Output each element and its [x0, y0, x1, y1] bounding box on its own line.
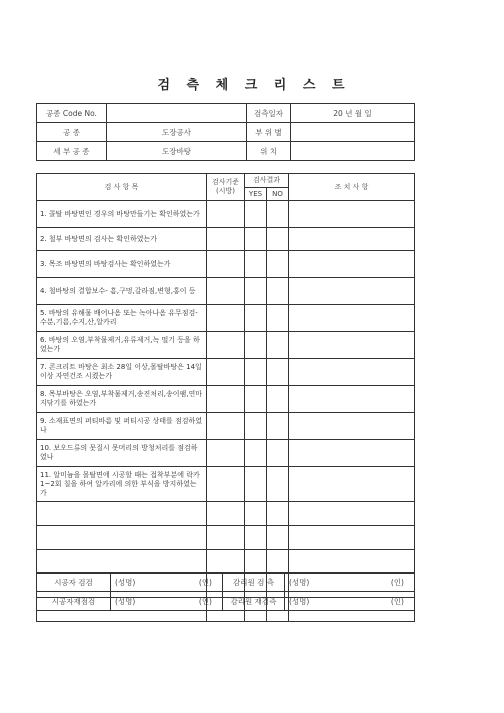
standard-cell[interactable] — [207, 332, 245, 359]
action-cell[interactable] — [289, 278, 415, 305]
value-code-no[interactable] — [107, 104, 247, 123]
col-header-no: NO — [267, 188, 289, 201]
no-cell[interactable] — [267, 502, 289, 526]
seal-placeholder: (인) — [198, 596, 212, 606]
label-part: 부 위 별 — [247, 123, 291, 142]
standard-cell[interactable] — [207, 201, 245, 228]
item-cell — [37, 526, 207, 550]
yes-cell[interactable] — [245, 413, 267, 440]
yes-cell[interactable] — [245, 305, 267, 332]
yes-cell[interactable] — [245, 201, 267, 228]
no-cell[interactable] — [267, 332, 289, 359]
checklist-row — [37, 413, 415, 440]
action-cell[interactable] — [289, 251, 415, 278]
label-contractor-check: 시공자 검검 — [37, 573, 111, 592]
item-cell: 11. 알미늄을 몰탈면에 시공할 때는 접착부분에 락카 1~2회 칠을 하여 알카리에 의한 부식을 방지하였는가 — [37, 467, 207, 502]
checklist-row — [37, 359, 415, 386]
item-cell — [37, 550, 207, 574]
checklist-row — [37, 386, 415, 413]
value-part[interactable] — [291, 123, 415, 142]
signature-row-2 — [37, 592, 415, 611]
checklist-row — [37, 228, 415, 251]
value-inspection-date[interactable]: 20 년 월 일 — [291, 104, 415, 123]
value-work-type[interactable]: 도장공사 — [107, 123, 247, 142]
no-cell[interactable] — [267, 251, 289, 278]
label-supervisor-recheck: 감리원 재검측 — [223, 592, 285, 611]
checklist-row — [37, 305, 415, 332]
yes-cell[interactable] — [245, 440, 267, 467]
item-cell: 3. 목조 바탕면의 바탕검사는 확인하였는가 — [37, 251, 207, 278]
yes-cell[interactable] — [245, 278, 267, 305]
item-cell: 4. 철바탕의 결합보수- 흠,구멍,갈라짐,변형,홍이 등 — [37, 278, 207, 305]
yes-cell[interactable] — [245, 332, 267, 359]
checklist-row — [37, 526, 415, 550]
standard-cell[interactable] — [207, 502, 245, 526]
label-location: 위 치 — [247, 142, 291, 161]
header-table — [36, 103, 415, 161]
checklist-header-row — [37, 174, 415, 188]
action-cell[interactable] — [289, 228, 415, 251]
checklist-row — [37, 467, 415, 502]
item-cell: 9. 소재표면의 퍼티바름 및 퍼티시공 상태를 점검하였나 — [37, 413, 207, 440]
action-cell[interactable] — [289, 413, 415, 440]
checklist-row — [37, 251, 415, 278]
checklist-table — [36, 173, 415, 622]
no-cell[interactable] — [267, 440, 289, 467]
label-inspection-date: 검측일자 — [247, 104, 291, 123]
action-cell[interactable] — [289, 386, 415, 413]
no-cell[interactable] — [267, 526, 289, 550]
name-placeholder: (성명) — [289, 596, 310, 606]
standard-cell[interactable] — [207, 228, 245, 251]
no-cell[interactable] — [267, 278, 289, 305]
no-cell[interactable] — [267, 550, 289, 574]
standard-cell[interactable] — [207, 359, 245, 386]
item-cell: 6. 바탕의 오염,부착물제거,유류제거,녹 떨기 등을 하였는가 — [37, 332, 207, 359]
signature-row-1 — [37, 573, 415, 592]
standard-cell[interactable] — [207, 251, 245, 278]
contractor-signature-field[interactable] — [111, 573, 223, 592]
checklist-row — [37, 278, 415, 305]
action-cell[interactable] — [289, 332, 415, 359]
header-row-detail — [37, 142, 415, 161]
value-location[interactable] — [291, 142, 415, 161]
col-header-action: 조 치 사 항 — [289, 174, 415, 201]
standard-cell[interactable] — [207, 526, 245, 550]
no-cell[interactable] — [267, 201, 289, 228]
label-detail-work: 세 부 공 종 — [37, 142, 107, 161]
yes-cell[interactable] — [245, 550, 267, 574]
value-detail-work[interactable]: 도장바탕 — [107, 142, 247, 161]
yes-cell[interactable] — [245, 386, 267, 413]
col-header-item: 검 사 항 목 — [37, 174, 207, 201]
standard-cell[interactable] — [207, 278, 245, 305]
header-row-work-type — [37, 123, 415, 142]
col-header-standard: 검사기준 (시방) — [207, 174, 245, 201]
name-placeholder: (성명) — [115, 577, 136, 587]
supervisor-signature-field[interactable] — [285, 573, 415, 592]
item-cell: 10. 보오드류의 못질시 못머리의 방청처리를 점검하였나 — [37, 440, 207, 467]
item-cell — [37, 502, 207, 526]
action-cell[interactable] — [289, 305, 415, 332]
seal-placeholder: (인) — [390, 596, 404, 606]
yes-cell[interactable] — [245, 526, 267, 550]
standard-cell[interactable] — [207, 467, 245, 502]
contractor-recheck-signature-field[interactable] — [111, 592, 223, 611]
yes-cell[interactable] — [245, 467, 267, 502]
checklist-row — [37, 201, 415, 228]
standard-cell[interactable] — [207, 413, 245, 440]
checklist-body — [37, 201, 415, 622]
yes-cell[interactable] — [245, 359, 267, 386]
no-cell[interactable] — [267, 228, 289, 251]
checklist-row — [37, 502, 415, 526]
label-supervisor-check: 감리원 검 측 — [223, 573, 285, 592]
item-cell: 2. 철부 바탕면의 검사는 확인하였는가 — [37, 228, 207, 251]
standard-cell[interactable] — [207, 550, 245, 574]
label-contractor-recheck: 시공자재점검 — [37, 592, 111, 611]
label-code-no: 공종 Code No. — [37, 104, 107, 123]
action-cell[interactable] — [289, 526, 415, 550]
action-cell[interactable] — [289, 359, 415, 386]
yes-cell[interactable] — [245, 502, 267, 526]
no-cell[interactable] — [267, 359, 289, 386]
item-cell: 7. 콘크리트 바탕은 최소 28일 이상,몰탈바탕은 14일 이상 자연건조 시켰는가 — [37, 359, 207, 386]
action-cell[interactable] — [289, 440, 415, 467]
col-header-yes: YES — [245, 188, 267, 201]
no-cell[interactable] — [267, 413, 289, 440]
name-placeholder: (성명) — [115, 596, 136, 606]
no-cell[interactable] — [267, 467, 289, 502]
action-cell[interactable] — [289, 502, 415, 526]
header-row-code — [37, 104, 415, 123]
checklist-row — [37, 332, 415, 359]
standard-cell[interactable] — [207, 440, 245, 467]
supervisor-recheck-signature-field[interactable] — [285, 592, 415, 611]
checklist-row — [37, 440, 415, 467]
item-cell: 8. 목부바탕은 오염,부착물제거,송진처리,송이팸,연마지닦기를 하였는가 — [37, 386, 207, 413]
action-cell[interactable] — [289, 201, 415, 228]
seal-placeholder: (인) — [390, 577, 404, 587]
yes-cell[interactable] — [245, 251, 267, 278]
signature-table — [36, 572, 415, 611]
no-cell[interactable] — [267, 386, 289, 413]
item-cell: 1. 콜탈 바탕면인 경우의 바탕만들기는 확인하였는가 — [37, 201, 207, 228]
seal-placeholder: (인) — [198, 577, 212, 587]
standard-cell[interactable] — [207, 305, 245, 332]
name-placeholder: (성명) — [289, 577, 310, 587]
label-work-type: 공 종 — [37, 123, 107, 142]
no-cell[interactable] — [267, 305, 289, 332]
item-cell: 5. 바탕의 유해물 배어나옴 또는 녹아나옴 유무점검- 수분,기름,수지,산,알카리 — [37, 305, 207, 332]
action-cell[interactable] — [289, 467, 415, 502]
document-title: 검 측 체 크 리 스 트 — [157, 78, 347, 93]
col-header-result: 검사결과 — [245, 174, 289, 188]
checklist-row — [37, 550, 415, 574]
standard-cell[interactable] — [207, 386, 245, 413]
yes-cell[interactable] — [245, 228, 267, 251]
action-cell[interactable] — [289, 550, 415, 574]
